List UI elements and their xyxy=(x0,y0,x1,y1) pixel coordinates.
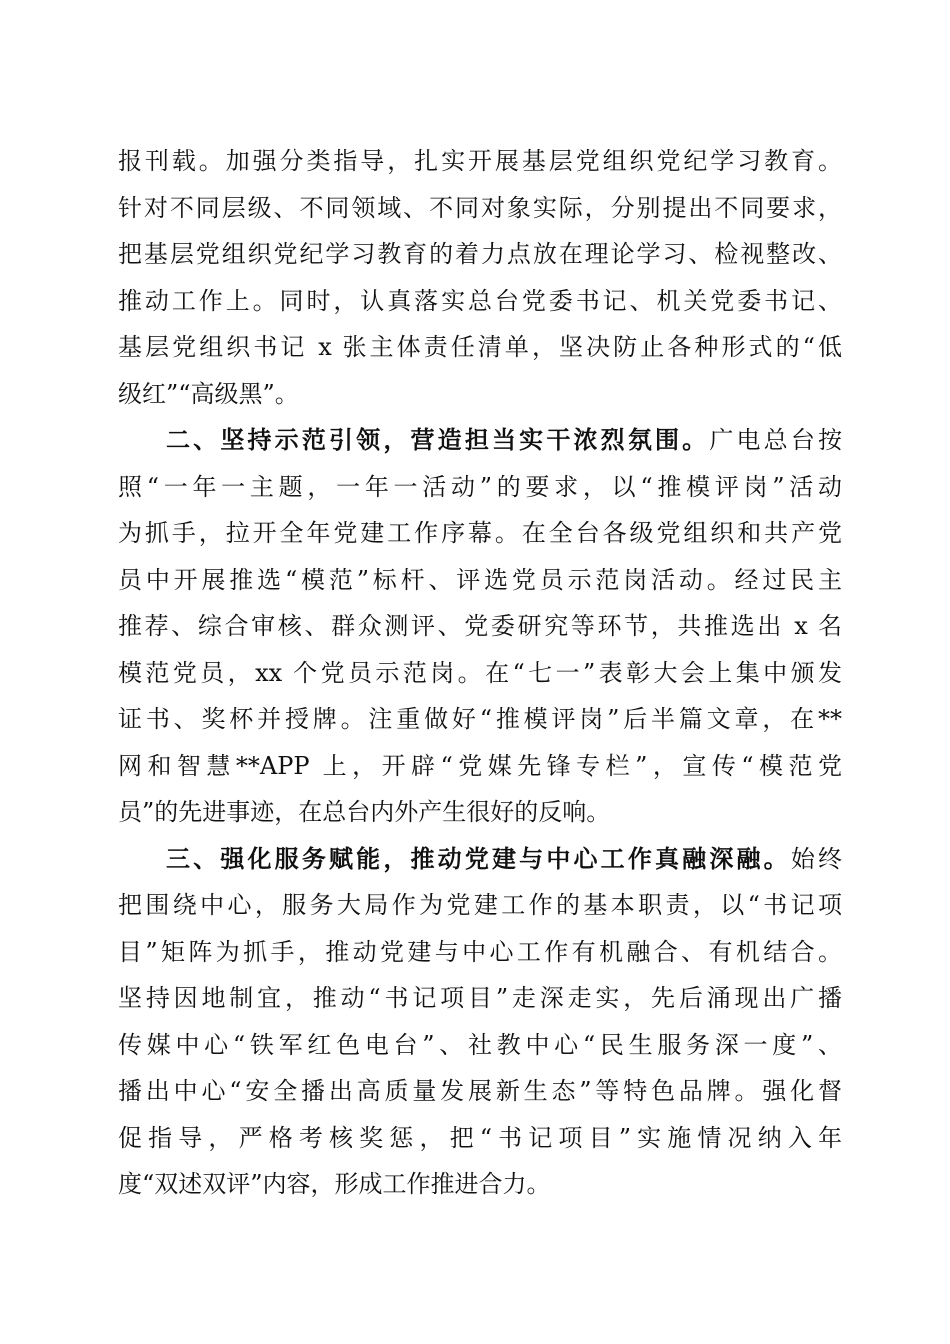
text-line: 针对不同层级、不同领域、不同对象实际，分别提出不同要求， xyxy=(118,193,842,222)
text-line: 员”的先进事迹，在总台内外产生很好的反响。 xyxy=(118,798,611,826)
paragraph-first-line xyxy=(118,836,842,883)
section-heading: 三、强化服务赋能，推动党建与中心工作真融深融。 xyxy=(166,844,791,873)
text-line: 证书、奖杯并授牌。注重做好“推模评岗”后半篇文章，在** xyxy=(118,705,842,733)
text-line: 播出中心“安全播出高质量发展新生态”等特色品牌。强化督 xyxy=(118,1077,842,1105)
text-line: 目”矩阵为抓手，推动党建与中心工作有机融合、有机结合。 xyxy=(118,937,842,966)
text-run: 广电总台按 xyxy=(709,426,843,454)
text-line: 网和智慧**APP 上，开辟“党媒先锋专栏”，宣传“模范党 xyxy=(118,751,842,780)
text-line: 传媒中心“铁军红色电台”、社教中心“民生服务深一度”、 xyxy=(118,1030,842,1059)
text-line: 报刊载。加强分类指导，扎实开展基层党组织党纪学习教育。 xyxy=(118,147,842,175)
text-line: 为抓手，拉开全年党建工作序幕。在全台各级党组织和共产党 xyxy=(118,519,842,547)
paragraph-2 xyxy=(118,417,842,836)
text-line: 模范党员，xx 个党员示范岗。在“七一”表彰大会上集中颁发 xyxy=(118,658,842,687)
paragraph-3 xyxy=(118,836,842,1208)
text-line: 坚持因地制宜，推动“书记项目”走深走实，先后涌现出广播 xyxy=(118,984,842,1012)
text-line: 基层党组织书记 x 张主体责任清单，坚决防止各种形式的“低 xyxy=(118,333,842,361)
text-line: 把基层党组织党纪学习教育的着力点放在理论学习、检视整改、 xyxy=(118,240,842,268)
document-page xyxy=(118,138,842,1208)
paragraph-first-line xyxy=(118,417,842,464)
text-line: 把围绕中心，服务大局作为党建工作的基本职责，以“书记项 xyxy=(118,891,842,919)
text-line: 照“一年一主题，一年一活动”的要求，以“推模评岗”活动 xyxy=(118,472,842,501)
text-line: 级红”“高级黑”。 xyxy=(118,379,299,408)
text-line: 促指导，严格考核奖惩，把“书记项目”实施情况纳入年 xyxy=(118,1123,842,1152)
text-line: 员中开展推选“模范”标杆、评选党员示范岗活动。经过民主 xyxy=(118,565,842,594)
text-run: 始终 xyxy=(790,844,843,873)
text-line: 推荐、综合审核、群众测评、党委研究等环节，共推选出 x 名 xyxy=(118,612,842,640)
paragraph-1 xyxy=(118,138,842,417)
section-heading: 二、坚持示范引领，营造担当实干浓烈氛围。 xyxy=(166,426,710,454)
text-line: 度“双述双评”内容，形成工作推进合力。 xyxy=(118,1170,551,1198)
text-line: 推动工作上。同时，认真落实总台党委书记、机关党委书记、 xyxy=(118,286,842,315)
